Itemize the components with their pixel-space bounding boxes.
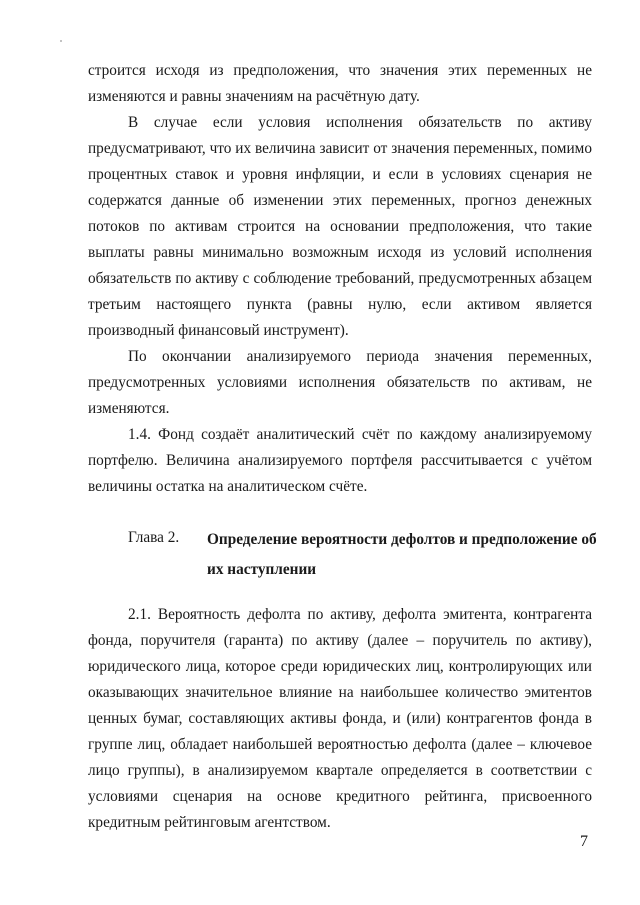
paragraph-variable-conditions: В случае если условия исполнения обязательств по активу предусматривают, что их величина зависит от значения переменных, помимо процентных ставок и уровня инфляции, и если в условиях сценария не содержатся данные об изменении этих переменных, прогноз денежных потоков по активам строится на основании предположения, что такие выплаты равны минимально возможным исходя из условий исполнения обязательств по активу с соблюдение требований, предусмотренных абзацем третьим настоящего пункта (равны нулю, если активом является производный финансовый инструмент).	[88, 114, 592, 339]
paragraph-continuation: строится исходя из предположения, что значения этих переменных не изменяются и равны значениям на расчётную дату.	[88, 62, 592, 105]
chapter-title: Определение вероятности дефолтов и предположение об их наступлении	[207, 531, 597, 578]
scan-speck	[60, 40, 62, 42]
paragraph-section-1-4: 1.4. Фонд создаёт аналитический счёт по каждому анализируемому портфелю. Величина анализируемого портфеля рассчитывается с учётом величины остатка на аналитическом счёте.	[88, 426, 592, 495]
page-number: 7	[580, 833, 588, 850]
paragraph-period-end: По окончании анализируемого периода значения переменных, предусмотренных условиями исполнения обязательств по активам, не изменяются.	[88, 348, 592, 417]
chapter-label: Глава 2.	[128, 529, 180, 546]
paragraph-section-2-1: 2.1. Вероятность дефолта по активу, дефолта эмитента, контрагента фонда, поручителя (гаранта) по активу (далее – поручитель по активу), юридического лица, которое среди юридических лиц, контролирующих или оказывающих значительное влияние на наибольшее количество эмитентов ценных бумаг, составляющих активы фонда, и (или) контрагентов фонда в группе лиц, обладает наибольшей вероятностью дефолта (далее – ключевое лицо группы), в анализируемом квартале определяется в соответствии с условиями сценария на основе кредитного рейтинга, присвоенного кредитным рейтинговым агентством.	[88, 606, 592, 831]
